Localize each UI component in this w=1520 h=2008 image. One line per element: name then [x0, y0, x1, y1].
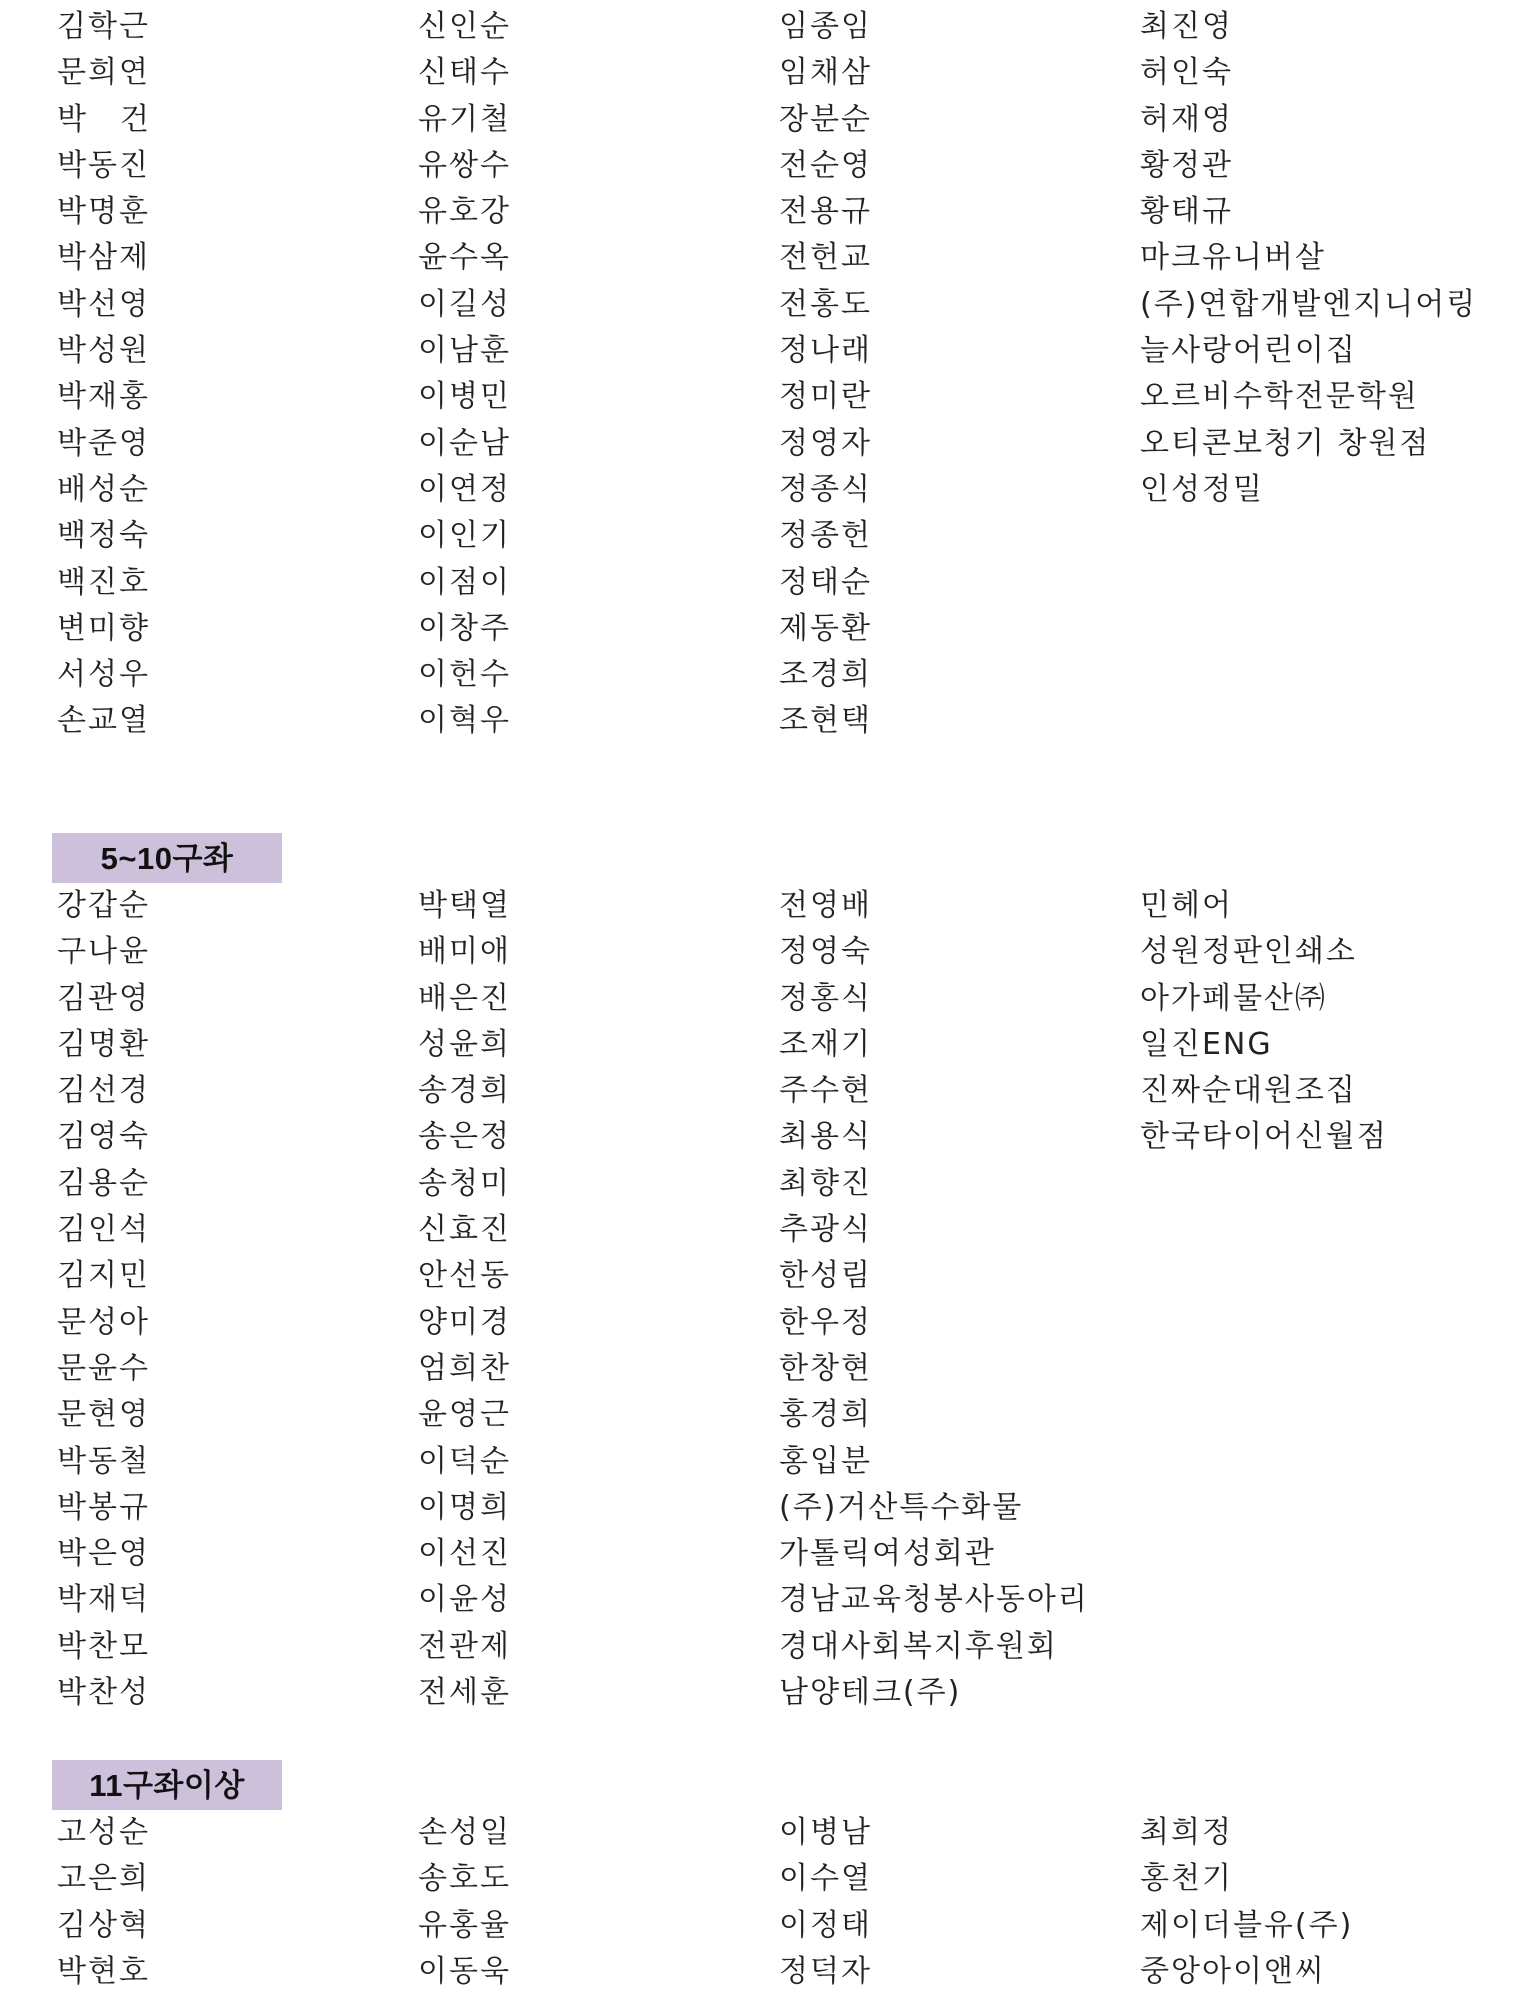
empty-cell [1083, 1485, 1520, 1531]
donor-name: 황정관 [1140, 147, 1233, 183]
donor-name: 전헌교 [779, 240, 872, 276]
donor-name: 늘사랑어린이집 [1140, 333, 1357, 369]
donor-name: 박택열 [418, 888, 511, 923]
donor-name: 이명희 [418, 1489, 511, 1525]
donor-name: 이덕순 [418, 1443, 511, 1479]
donor-name: 박찬성 [57, 1675, 150, 1711]
donor-name: 문희연 [57, 55, 150, 91]
donor-name: 송경희 [418, 1073, 511, 1109]
donor-name: 백진호 [57, 564, 150, 600]
empty-cell [1083, 513, 1520, 559]
donor-name: 전세훈 [418, 1675, 511, 1711]
donor-name: 안선동 [418, 1258, 511, 1294]
donor-grid [0, 1810, 1520, 1995]
donor-name: 구나윤 [57, 934, 150, 970]
donor-name: 이남훈 [418, 333, 511, 369]
donor-name: 허재영 [1140, 101, 1233, 137]
donor-name: 박명훈 [57, 194, 150, 230]
donor-name: 김관영 [57, 980, 150, 1016]
donor-name: 이연정 [418, 471, 511, 507]
donor-name: 김지민 [57, 1258, 150, 1294]
donor-name: 정종헌 [779, 518, 872, 554]
donor-name: 박성원 [57, 333, 150, 369]
donor-name: 최향진 [779, 1165, 872, 1201]
donor-name: 전순영 [779, 147, 872, 183]
donor-name: 박봉규 [57, 1489, 150, 1525]
empty-cell [1083, 1253, 1520, 1299]
donor-name: 양미경 [418, 1304, 511, 1340]
donor-name: 배성순 [57, 471, 150, 507]
donor-name: 허인숙 [1140, 55, 1233, 91]
donor-name: 오티콘보청기 창원점 [1140, 425, 1431, 461]
donor-name: 박선영 [57, 286, 150, 322]
empty-cell [1083, 560, 1520, 606]
empty-cell [1083, 1531, 1520, 1577]
donor-name: (주)거산특수화물 [779, 1489, 1024, 1525]
empty-cell [1083, 1577, 1520, 1623]
empty-cell [1083, 1624, 1520, 1670]
donor-name: 김상혁 [57, 1907, 150, 1943]
donor-name: 제이더블유(주) [1140, 1907, 1354, 1943]
donor-name: 정미란 [779, 379, 872, 415]
empty-cell [1083, 652, 1520, 698]
donor-name: 강갑순 [57, 888, 150, 923]
donor-grid [0, 4, 1520, 745]
donor-name: 김영숙 [57, 1119, 150, 1155]
donor-name: 이점이 [418, 564, 511, 600]
donor-name: 송은정 [418, 1119, 511, 1155]
donor-name: 김명환 [57, 1026, 150, 1062]
donor-name: 유기철 [418, 101, 511, 137]
donor-name: 가톨릭여성회관 [779, 1536, 996, 1572]
donor-name: 아가페물산㈜ [1140, 980, 1327, 1016]
donor-name: 신인순 [418, 9, 511, 44]
donor-name: 경대사회복지후원회 [779, 1628, 1058, 1664]
donor-name: 진짜순대원조집 [1140, 1073, 1357, 1109]
donor-name: 오르비수학전문학원 [1140, 379, 1419, 415]
donor-name: 윤수옥 [418, 240, 511, 276]
empty-cell [1083, 1300, 1520, 1346]
empty-cell [1083, 1161, 1520, 1207]
donor-name: 경남교육청봉사동아리 [779, 1582, 1089, 1618]
donor-name: 정나래 [779, 333, 872, 369]
donor-name: 서성우 [57, 657, 150, 693]
donor-name: 일진ENG [1140, 1026, 1273, 1062]
donor-name: 박삼제 [57, 240, 150, 276]
donor-name: 성원정판인쇄소 [1140, 934, 1357, 970]
donor-name: 최희정 [1140, 1815, 1233, 1850]
donor-name: 전용규 [779, 194, 872, 230]
donor-name: 송청미 [418, 1165, 511, 1201]
section-header: 5~10구좌 [52, 833, 282, 883]
donor-name: 제동환 [779, 610, 872, 646]
donor-name: 임채삼 [779, 55, 872, 91]
donor-name: 이헌수 [418, 657, 511, 693]
donor-name: 전관제 [418, 1628, 511, 1664]
donor-name: 이정태 [779, 1907, 872, 1943]
donor-name: 박동진 [57, 147, 150, 183]
donor-name: 김인석 [57, 1212, 150, 1248]
donor-name: 배미애 [418, 934, 511, 970]
donor-name: 윤영근 [418, 1397, 511, 1433]
empty-cell [1083, 1346, 1520, 1392]
donor-name: 조경희 [779, 657, 872, 693]
donor-name: 이순남 [418, 425, 511, 461]
donor-name: 고성순 [57, 1815, 150, 1850]
donor-name: 조현택 [779, 703, 872, 739]
donor-name: 송호도 [418, 1861, 511, 1897]
donor-name: 유쌍수 [418, 147, 511, 183]
donor-name: 중앙아이앤씨 [1140, 1953, 1326, 1989]
donor-name: 문윤수 [57, 1350, 150, 1386]
donor-name: 정덕자 [779, 1953, 872, 1989]
donor-name: 변미향 [57, 610, 150, 646]
donor-name: 김선경 [57, 1073, 150, 1109]
donor-name: 백정숙 [57, 518, 150, 554]
donor-name: 추광식 [779, 1212, 872, 1248]
donor-name: 전홍도 [779, 286, 872, 322]
donor-name: 정영자 [779, 425, 872, 461]
donor-name: 조재기 [779, 1026, 872, 1062]
donor-name: 문성아 [57, 1304, 150, 1340]
donor-name: 한국타이어신월점 [1140, 1119, 1388, 1155]
donor-name: 임종임 [779, 9, 872, 44]
empty-cell [1083, 1207, 1520, 1253]
donor-name: 박동철 [57, 1443, 150, 1479]
donor-name: 박재홍 [57, 379, 150, 415]
donor-name: 이병민 [418, 379, 511, 415]
donor-name: 신태수 [418, 55, 511, 91]
donor-name: 이혁우 [418, 703, 511, 739]
donor-name: 김학근 [57, 9, 150, 44]
donor-name: 한창현 [779, 1350, 872, 1386]
empty-cell [1083, 698, 1520, 744]
donor-name: 유호강 [418, 194, 511, 230]
donor-name: 정홍식 [779, 980, 872, 1016]
donor-name: (주)연합개발엔지니어링 [1140, 286, 1478, 322]
donor-name: 엄희찬 [418, 1350, 511, 1386]
empty-cell [1083, 1670, 1520, 1716]
donor-name: 이수열 [779, 1861, 872, 1897]
donor-name: 홍천기 [1140, 1861, 1233, 1897]
donor-name: 이인기 [418, 518, 511, 554]
donor-name: 민헤어 [1140, 888, 1233, 923]
donor-name: 인성정밀 [1140, 471, 1264, 507]
donor-name: 박은영 [57, 1536, 150, 1572]
donor-name: 박 건 [57, 101, 151, 137]
donor-name: 박재덕 [57, 1582, 150, 1618]
section-header: 11구좌이상 [52, 1760, 282, 1810]
empty-cell [1083, 606, 1520, 652]
donor-name: 고은희 [57, 1861, 150, 1897]
donor-name: 손교열 [57, 703, 150, 739]
donor-name: 이길성 [418, 286, 511, 322]
donor-name: 정종식 [779, 471, 872, 507]
donor-name: 최용식 [779, 1119, 872, 1155]
donor-name: 박찬모 [57, 1628, 150, 1664]
donor-name: 이윤성 [418, 1582, 511, 1618]
donor-name: 황태규 [1140, 194, 1233, 230]
donor-name: 신효진 [418, 1212, 511, 1248]
donor-name: 박준영 [57, 425, 150, 461]
empty-cell [1083, 1392, 1520, 1438]
donor-name: 손성일 [418, 1815, 511, 1850]
donor-name: 홍입분 [779, 1443, 872, 1479]
donor-name: 정영숙 [779, 934, 872, 970]
donor-name: 이동욱 [418, 1953, 511, 1989]
donor-name: 유홍율 [418, 1907, 511, 1943]
empty-cell [1083, 1439, 1520, 1485]
donor-grid [0, 883, 1520, 1716]
donor-name: 이창주 [418, 610, 511, 646]
donor-name: 김용순 [57, 1165, 150, 1201]
donor-name: 박현호 [57, 1953, 150, 1989]
donor-name: 배은진 [418, 980, 511, 1016]
donor-name: 전영배 [779, 888, 872, 923]
donor-name: 남양테크(주) [779, 1675, 962, 1711]
donor-name: 한성림 [779, 1258, 872, 1294]
donor-name: 마크유니버살 [1140, 240, 1326, 276]
donor-name: 이선진 [418, 1536, 511, 1572]
donor-name: 장분순 [779, 101, 872, 137]
donor-name: 정태순 [779, 564, 872, 600]
donor-name: 한우정 [779, 1304, 872, 1340]
donor-name: 홍경희 [779, 1397, 872, 1433]
donor-name: 성윤희 [418, 1026, 511, 1062]
donor-name: 문현영 [57, 1397, 150, 1433]
donor-name: 주수현 [779, 1073, 872, 1109]
donor-name: 이병남 [779, 1815, 872, 1850]
donor-name: 최진영 [1140, 9, 1233, 44]
